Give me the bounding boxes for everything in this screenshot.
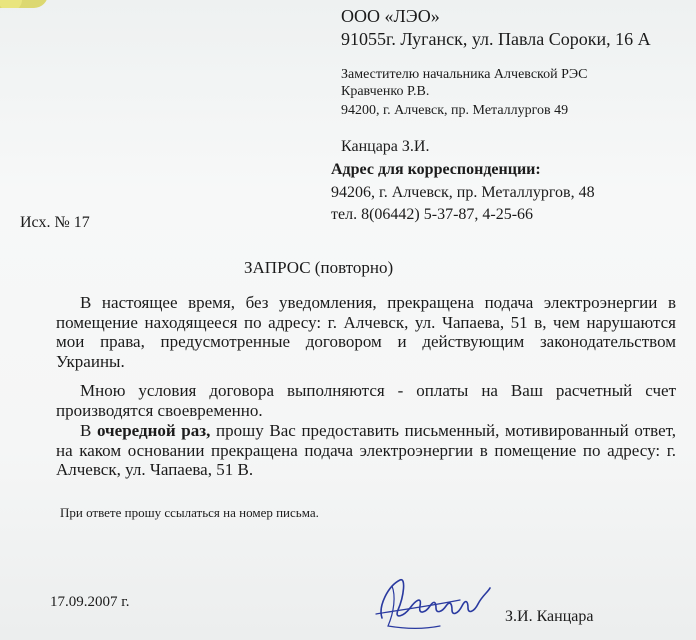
recipient-position: Заместителю начальника Алчевской РЭС (341, 67, 588, 82)
correspondence-address: 94206, г. Алчевск, пр. Металлургов, 48 (331, 184, 595, 201)
reply-note: При ответе прошу ссылаться на номер письма. (60, 505, 319, 520)
correspondence-label: Адрес для корреспонденции: (331, 161, 541, 178)
recipient-address: 94200, г. Алчевск, пр. Металлургов 49 (341, 103, 569, 118)
paragraph-2-text: Мною условия договора выполняются - оплаты на Ваш расчетный счет производятся своевременно. (56, 381, 676, 420)
paragraph-1 (56, 293, 676, 371)
paragraph-3 (56, 421, 676, 480)
sender-person-name: Канцара З.И. (341, 138, 430, 155)
outgoing-number: Исх. № 17 (20, 214, 90, 231)
paragraph-3-prefix: В (80, 421, 92, 440)
paragraph-2 (56, 381, 676, 420)
phone-numbers: тел. 8(06442) 5-37-87, 4-25-66 (331, 206, 534, 223)
paragraph-3-text: прошу Вас предоставить письменный, мотивированный ответ, на каком основании прекращена подача электроэнергии в помещение по адресу: г. Алчевск, ул. Чапаева, 51 В. (56, 421, 677, 479)
letter-date: 17.09.2007 г. (50, 594, 130, 610)
paragraph-1-text: В настоящее время, без уведомления, прекращена подача электроэнергии в помещение находящееся по адресу: г. Алчевск, ул. Чапаева, 51 в, чем нарушаются мои права, предусмотренные договором и действующим законодательством Украины. (56, 293, 676, 371)
recipient-name: Кравченко Р.В. (341, 84, 430, 99)
corner-decoration (0, 0, 48, 8)
sender-address: 91055г. Луганск, ул. Павла Сороки, 16 А (341, 29, 651, 49)
document-title: ЗАПРОС (повторно) (244, 258, 394, 277)
paragraph-3-emphasis: очередной раз, (97, 421, 211, 440)
signatory-name: З.И. Канцара (505, 608, 594, 625)
sender-name: ООО «ЛЭО» (341, 6, 440, 26)
handwritten-signature (370, 566, 500, 636)
